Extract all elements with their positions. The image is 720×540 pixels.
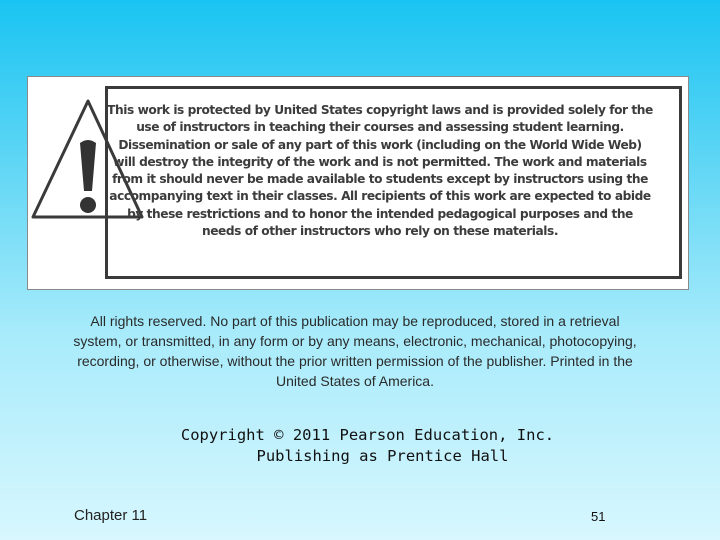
publisher-line: Publishing as Prentice Hall <box>256 447 509 465</box>
copyright-notice-text: This work is protected by United States copyright laws and is provided solely for the use of instructors in teaching their courses and assessing student learning. Dissemination or sale of any part of this work (including on the World Wide Web) will destroy the integrity of the work and is not permitted. The work and materials from it should never be made available to students except by instructors using the accompanying text in their classes. All recipients of this work are expected to abide by these restrictions and to honor the intended pedagogical purposes and the needs of other instructors who rely on these materials. <box>107 103 653 239</box>
copyright-notice-box <box>27 76 689 290</box>
page-number: 51 <box>591 509 606 524</box>
chapter-label: Chapter 11 <box>74 507 148 524</box>
copyright-line: Copyright © 2011 Pearson Education, Inc. <box>180 426 555 444</box>
rights-reserved-text: All rights reserved. No part of this publication may be reproduced, stored in a retrieval system, or transmitted, in any form or by any means, electronic, mechanical, photocopying, recording, or otherwise, without the prior written permission of the publisher. Printed in the United States of America. <box>73 313 637 389</box>
copyright-block <box>150 425 585 467</box>
